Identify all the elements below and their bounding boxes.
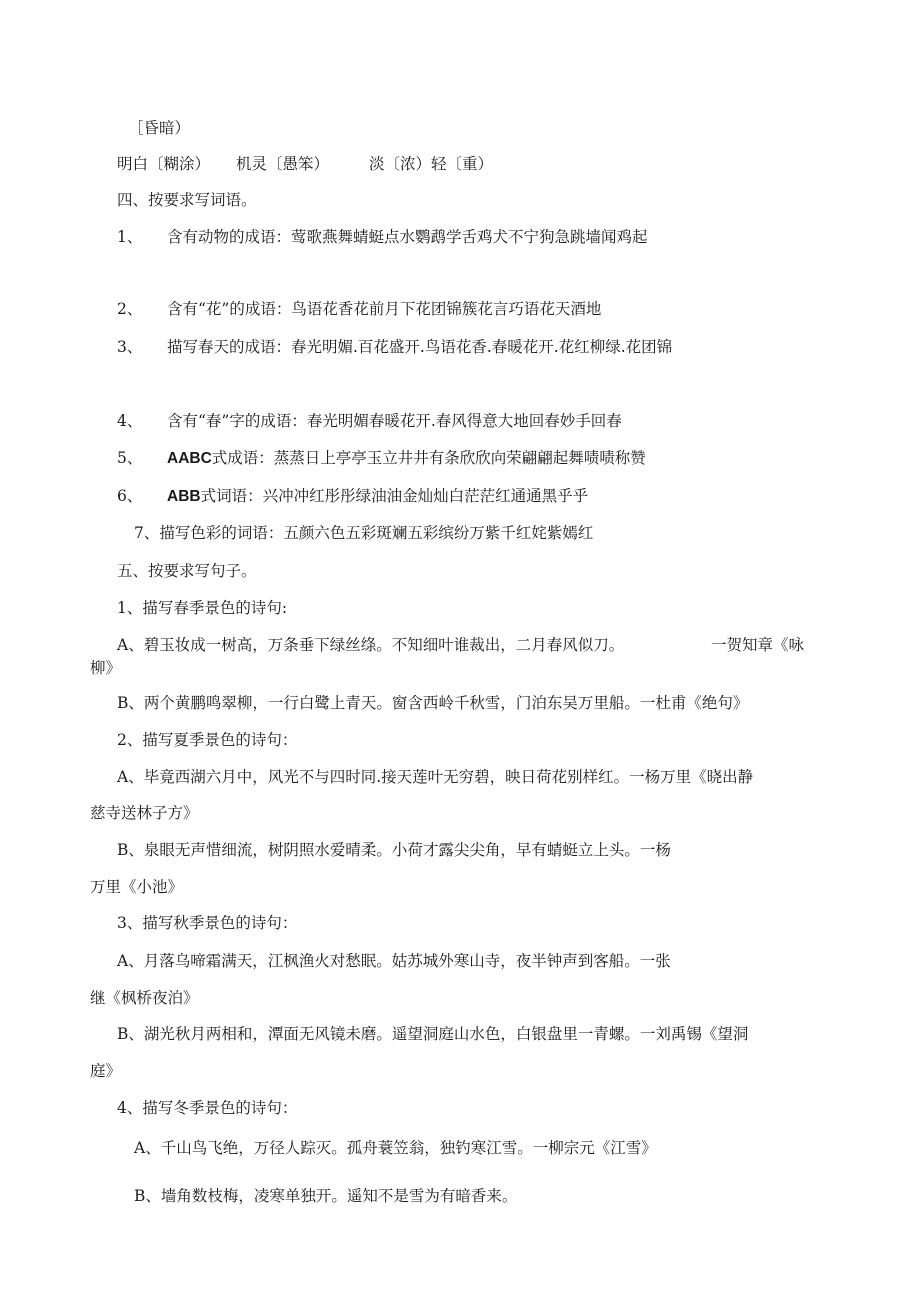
antonym-pair-2: 机灵〔愚笨） xyxy=(236,155,330,173)
winter-poem-a: A、千山鸟飞绝，万径人踪灭。孤舟蓑笠翁，独钓寒江雪。一柳宗元《江雪》 xyxy=(134,1139,657,1157)
winter-heading: 4、描写冬季景色的诗句： xyxy=(117,1099,298,1117)
spring-poem-a-cont: 柳》 xyxy=(90,659,122,677)
item-number: 6、 xyxy=(117,487,143,505)
item-number: 3、 xyxy=(117,338,143,356)
section-4-item-3 xyxy=(117,336,672,358)
autumn-poem-b-cont: 庭》 xyxy=(90,1062,122,1080)
item-number: 4、 xyxy=(117,412,143,430)
item-text: 式词语：兴冲冲红彤彤绿油油金灿灿白茫茫红通通黑乎乎 xyxy=(200,487,589,505)
autumn-poem-a-cont: 继《枫桥夜泊》 xyxy=(90,989,199,1007)
item-text: 式成语：蒸蒸日上亭亭玉立井井有条欣欣向荣翩翩起舞啧啧称赞 xyxy=(211,449,646,467)
spring-poem-a xyxy=(117,634,624,656)
section-4-item-4 xyxy=(117,410,622,432)
item-text: 含有“春”字的成语：春光明媚春暖花开.春风得意大地回春妙手回春 xyxy=(167,412,622,430)
section-4-item-1 xyxy=(117,226,648,248)
autumn-heading: 3、描写秋季景色的诗句： xyxy=(117,914,298,932)
antonym-pair-1: 明白〔糊涂） xyxy=(117,155,211,173)
spring-poem-b: B、两个黄鹏鸣翠柳，一行白鹭上青天。窗含西岭千秋雪，门泊东吴万里船。一杜甫《绝句》 xyxy=(117,694,749,712)
winter-poem-b: B、墙角数枝梅，凌寒单独开。遥知不是雪为有暗香来。 xyxy=(134,1187,518,1205)
item-text: 描写春天的成语：春光明媚.百花盛开.鸟语花香.春暖花开.花红柳绿.花团锦 xyxy=(167,338,673,356)
summer-poem-a-cont: 慈寺送林子方》 xyxy=(90,804,199,822)
item-number: 2、 xyxy=(117,300,143,318)
autumn-poem-a: A、月落乌啼霜满天，江枫渔火对愁眠。姑苏城外寒山寺，夜半钟声到客船。一张 xyxy=(117,952,671,970)
section-5-title: 五、按要求写句子。 xyxy=(117,562,257,580)
item-number: 5、 xyxy=(117,449,143,467)
spring-poem-a-author: 一贺知章《咏 xyxy=(711,636,805,654)
poem-text: A、碧玉妆成一树高，万条垂下绿丝绦。不知细叶谁裁出，二月春风似刀。 xyxy=(117,636,625,654)
item-prefix: AABC xyxy=(167,450,212,467)
item-number: 1、 xyxy=(117,228,143,246)
item-text: 含有动物的成语：莺歌燕舞蜻蜓点水鹦鹉学舌鸡犬不宁狗急跳墙闻鸡起 xyxy=(167,228,648,246)
antonym-line-0: ［昏暗） xyxy=(128,119,191,137)
antonym-line-1 xyxy=(117,153,493,175)
summer-poem-a: A、毕竟西湖六月中，风光不与四时同.接天莲叶无穷碧，映日荷花别样红。一杨万里《晓出静 xyxy=(117,768,754,786)
section-4-item-2 xyxy=(117,298,601,320)
summer-poem-b-cont: 万里《小池》 xyxy=(90,878,184,896)
section-4-item-7: 7、描写色彩的词语：五颜六色五彩斑斓五彩缤纷万紫千红姹紫嫣红 xyxy=(134,524,594,542)
autumn-poem-b: B、湖光秋月两相和，潭面无风镜未磨。遥望洞庭山水色，白银盘里一青螺。一刘禹锡《望洞 xyxy=(117,1025,749,1043)
spring-heading: 1、描写春季景色的诗句: xyxy=(117,599,288,617)
summer-poem-b: B、泉眼无声惜细流，树阴照水爱晴柔。小荷才露尖尖角，早有蜻蜓立上头。一杨 xyxy=(117,841,671,859)
antonym-pair-3: 淡〔浓）轻〔重） xyxy=(369,155,494,173)
section-4-title: 四、按要求写词语。 xyxy=(117,191,257,209)
item-text: 含有“花”的成语：鸟语花香花前月下花团锦簇花言巧语花天酒地 xyxy=(167,300,602,318)
item-prefix: ABB xyxy=(167,488,201,505)
section-4-item-6 xyxy=(117,485,588,508)
summer-heading: 2、描写夏季景色的诗句： xyxy=(117,731,298,749)
section-4-item-5 xyxy=(117,447,646,470)
